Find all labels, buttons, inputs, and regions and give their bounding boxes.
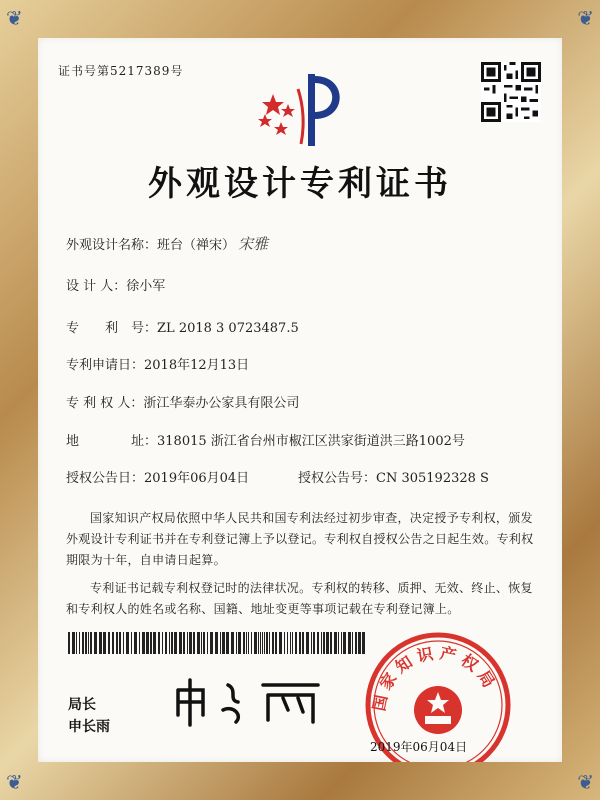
qr-code-icon — [481, 62, 541, 122]
director-title: 局长 — [68, 697, 96, 713]
application-date-value: 2018年12月13日 — [144, 358, 250, 373]
certificate-title: 外观设计专利证书 — [148, 164, 452, 204]
address-label: 地 址： — [66, 434, 158, 449]
design-name-value: 班台（禅宋） — [157, 238, 236, 253]
patentee-label: 专 利 权 人： — [66, 396, 144, 411]
director-signature-icon — [168, 670, 338, 730]
cnipa-logo-icon — [253, 64, 353, 154]
corner-ornament-icon: ❦ — [577, 6, 594, 30]
application-date-label: 专利申请日： — [66, 358, 145, 373]
field-patent-number — [66, 317, 299, 336]
certificate-number: 证书号第5217389号 — [58, 64, 184, 78]
designer-value: 徐小军 — [126, 279, 166, 294]
seal-date: 2019年06月04日 — [370, 740, 468, 754]
design-name-label: 外观设计名称： — [66, 238, 158, 253]
field-address — [66, 430, 465, 449]
grant-number-value: CN 305192328 S — [376, 471, 489, 486]
grant-date-value: 2019年06月04日 — [144, 471, 250, 486]
grant-date-label: 授权公告日： — [66, 471, 145, 486]
seal-text: 国家知识产权局 — [369, 643, 502, 713]
corner-ornament-icon: ❦ — [577, 770, 594, 794]
director-block — [68, 694, 110, 738]
field-designer — [66, 275, 165, 294]
certificate-paper — [38, 38, 562, 762]
patent-number-label: 专 利 号： — [66, 321, 158, 336]
field-application-date — [66, 354, 249, 373]
corner-ornament-icon: ❦ — [6, 770, 23, 794]
field-grant-number — [298, 467, 489, 486]
corner-ornament-icon: ❦ — [6, 6, 23, 30]
field-design-name — [66, 233, 268, 254]
paragraph-grant-statement: 国家知识产权局依照中华人民共和国专利法经过初步审查，决定授予专利权，颁发外观设计专利证书并在专利登记簿上予以登记。专利权自授权公告之日起生效。专利权期限为十年，自申请日起算。 — [66, 511, 534, 567]
patent-number-value: ZL 2018 3 0723487.5 — [157, 321, 299, 336]
grant-number-label: 授权公告号： — [298, 471, 377, 486]
field-patentee — [66, 392, 299, 411]
design-name-handwriting: 宋雅 — [238, 235, 269, 253]
patentee-value: 浙江华泰办公家具有限公司 — [143, 396, 300, 411]
paragraph-legal-status: 专利证书记载专利权登记时的法律状况。专利权的转移、质押、无效、终止、恢复和专利权人的姓名或名称、国籍、地址变更等事项记载在专利登记簿上。 — [66, 581, 533, 616]
designer-label: 设 计 人： — [66, 279, 127, 294]
address-value: 318015 浙江省台州市椒江区洪家街道洪三路1002号 — [157, 434, 465, 449]
barcode-icon — [68, 632, 368, 654]
director-name: 申长雨 — [68, 719, 110, 735]
field-grant-date — [66, 467, 249, 486]
